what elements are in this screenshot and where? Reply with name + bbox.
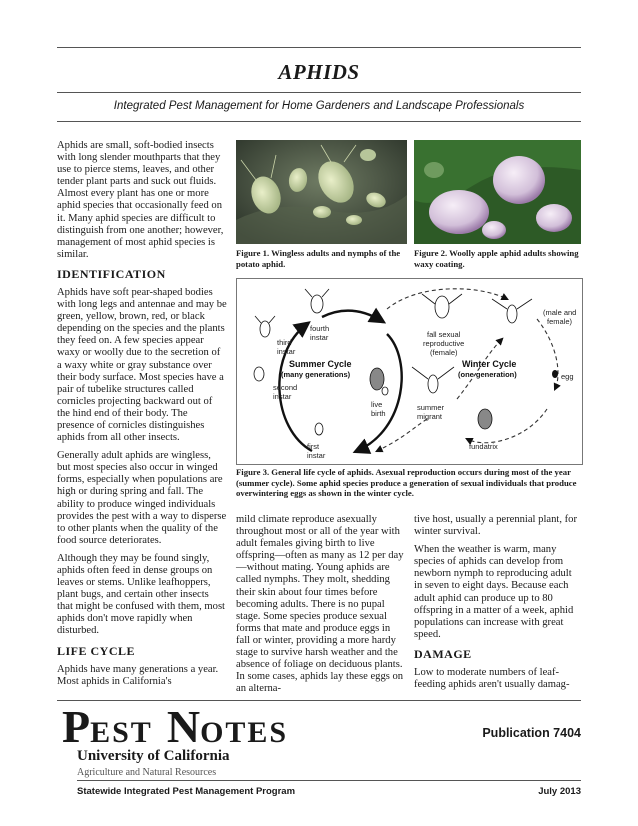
label-summer-migrant-1: summer	[417, 403, 445, 412]
agriculture-line: Agriculture and Natural Resources	[77, 767, 217, 778]
pest-notes-otes: OTES	[200, 716, 289, 749]
aphid-male-female-icon	[492, 299, 532, 323]
label-male-female-1: (male and	[543, 308, 577, 317]
damage-paragraph-1: Low to moderate numbers of leaf-feeding aphids aren't usually damag-	[414, 666, 570, 691]
label-male-female-2: female)	[547, 317, 573, 326]
header-mid-rule	[57, 92, 581, 93]
identification-paragraph-3: Although they may be found singly, aphids often feed in dense groups on leaves or stems. Unlike leafhoppers, plant bugs, and certain other insects that might be confused with them, most aphids don't move rapidly when disturbed.	[57, 552, 226, 637]
header-bottom-rule	[57, 121, 581, 122]
label-second-instar-1: second	[273, 383, 298, 392]
identification-paragraph-1: Aphids have soft pear-shaped bodies with long legs and antennae and may be green, yellow, brown, red, or black depending on the species and the plants they feed on. A few species appear waxy or woolly due to the secretion of a waxy white or gray substance over their body surface. Most species have a pair of tubelike structures called cornicles projecting backward out of the hind end of their body. The presence of cornicles distinguishes aphids from all other insects.	[57, 286, 227, 444]
university-name: University of California	[77, 748, 230, 764]
label-fourth-instar-1: fourth	[310, 324, 330, 333]
label-summer-cycle: Summer Cycle	[289, 359, 352, 369]
pest-notes-est: EST	[90, 716, 153, 749]
identification-paragraph-2: Generally adult aphids are wingless, but most species also occur in winged forms, especially when populations are high or during spring and fall. The ability to produce winged individuals provides the pest with a way to disperse to other plants when the quality of the food source deteriorates.	[57, 450, 227, 546]
label-live-birth-1: live	[371, 400, 383, 409]
figure-1-photo	[236, 140, 407, 244]
program-name: Statewide Integrated Pest Management Program	[77, 786, 296, 797]
label-winter-sub: (one generation)	[458, 370, 517, 379]
lifecycle-paragraph-continued: mild climate reproduce asexually throughout most or all of the year with adult females giving birth to live offspring—often as many as 12 per day—without mating. Young aphids are called nymphs. They molt, shedding their skin about four times before becoming adults. There is no pupal stage. Some species produce sexual forms that mate and produce eggs in fall or winter, providing a more hardy stage to survive harsh weather and the absence of foliage on deciduous plants. In some cases, aphids lay these eggs on an alterna-	[236, 514, 404, 695]
winter-path-dashed-right	[537, 319, 558, 389]
label-live-birth-2: birth	[371, 409, 386, 418]
label-first-instar-2: instar	[307, 451, 326, 460]
woolly-apple-aphid-illustration	[414, 140, 581, 244]
figure-2-photo	[414, 140, 581, 244]
aphid-second-instar-icon	[254, 367, 264, 381]
intro-paragraph: Aphids are small, soft-bodied insects with long slender mouthparts that they use to pierce stems, leaves, and other tender plant parts and suck out fluids. Almost every plant has one or more aphid species that occasionally feed on it. Many aphid species are difficult to distinguish from one another; however, management of most aphid species is similar.	[57, 140, 224, 260]
aphid-summer-migrant-icon	[412, 367, 454, 393]
label-fundatrix: fundatrix	[469, 442, 498, 451]
figure-1-caption: Figure 1. Wingless adults and nymphs of the potato aphid.	[236, 248, 401, 269]
header-top-rule	[57, 47, 581, 48]
pest-notes-n: N	[166, 701, 201, 752]
lifecycle-svg	[237, 279, 582, 464]
label-egg: egg	[561, 372, 574, 381]
pest-notes-p: P	[62, 701, 91, 752]
aphid-third-instar-icon	[255, 316, 275, 337]
lifecycle-paragraph-end: tive host, usually a perennial plant, for winter survival.	[414, 514, 577, 538]
label-fall-sexual-3: (female)	[430, 348, 458, 357]
lifecycle-paragraph-2: When the weather is warm, many species of aphids can develop from newborn nymph to reproducing adult in seven to eight days. Because each adult aphid can produce up to 80 offspring in a matter of a week, aphid populations can increase with great speed.	[414, 544, 574, 640]
damage-heading: DAMAGE	[414, 646, 472, 661]
label-fall-sexual-1: fall sexual	[427, 330, 461, 339]
winter-path-dashed-left	[377, 419, 427, 451]
egg-icon	[552, 370, 558, 378]
aphid-fourth-instar-icon	[305, 289, 329, 313]
footer-top-rule	[57, 700, 581, 701]
label-third-instar-2: instar	[277, 347, 296, 356]
winter-path-dashed-inner	[457, 339, 502, 399]
column-right	[414, 514, 581, 697]
page-subtitle: Integrated Pest Management for Home Gardeners and Landscape Professionals	[113, 100, 525, 112]
label-second-instar-2: instar	[273, 392, 292, 401]
publication-date: July 2013	[538, 786, 581, 797]
label-summer-migrant-2: migrant	[417, 412, 443, 421]
aphid-live-birth-icon	[370, 368, 388, 395]
figure-3-lifecycle-diagram	[236, 278, 583, 465]
page-title: APHIDS	[278, 60, 360, 84]
label-summer-sub: (many generations)	[281, 370, 351, 379]
summer-cycle-arrow	[357, 334, 402, 451]
publication-number: Publication 7404	[482, 726, 581, 740]
aphid-first-instar-icon	[315, 423, 323, 435]
label-winter-cycle: Winter Cycle	[462, 359, 517, 369]
potato-aphid-illustration	[236, 140, 407, 244]
lifecycle-heading: LIFE CYCLE	[57, 643, 136, 658]
label-first-instar-1: first	[307, 442, 320, 451]
lifecycle-paragraph-1: Aphids have many generations a year. Most aphids in California's	[57, 663, 219, 687]
aphid-fall-sexual-icon	[422, 294, 462, 318]
label-third-instar-1: third	[277, 338, 292, 347]
column-left	[57, 140, 227, 694]
figure-3-caption: Figure 3. General life cycle of aphids. Asexual reproduction occurs during most of the year (summer cycle). Some aphid species produce a generation of sexual individuals that produce overwintering eggs as shown in the winter cycle.	[236, 467, 577, 498]
label-fourth-instar-2: instar	[310, 333, 329, 342]
figure-2-caption: Figure 2. Woolly apple aphid adults showing waxy coating.	[414, 248, 579, 269]
aphid-fundatrix-icon	[478, 409, 492, 429]
pest-notes-logo	[62, 703, 288, 753]
label-fall-sexual-2: reproductive	[423, 339, 465, 348]
summer-cycle-arrow-3	[322, 311, 382, 321]
column-middle	[236, 514, 404, 701]
footer-mid-rule	[77, 780, 581, 781]
identification-heading: IDENTIFICATION	[57, 266, 166, 281]
